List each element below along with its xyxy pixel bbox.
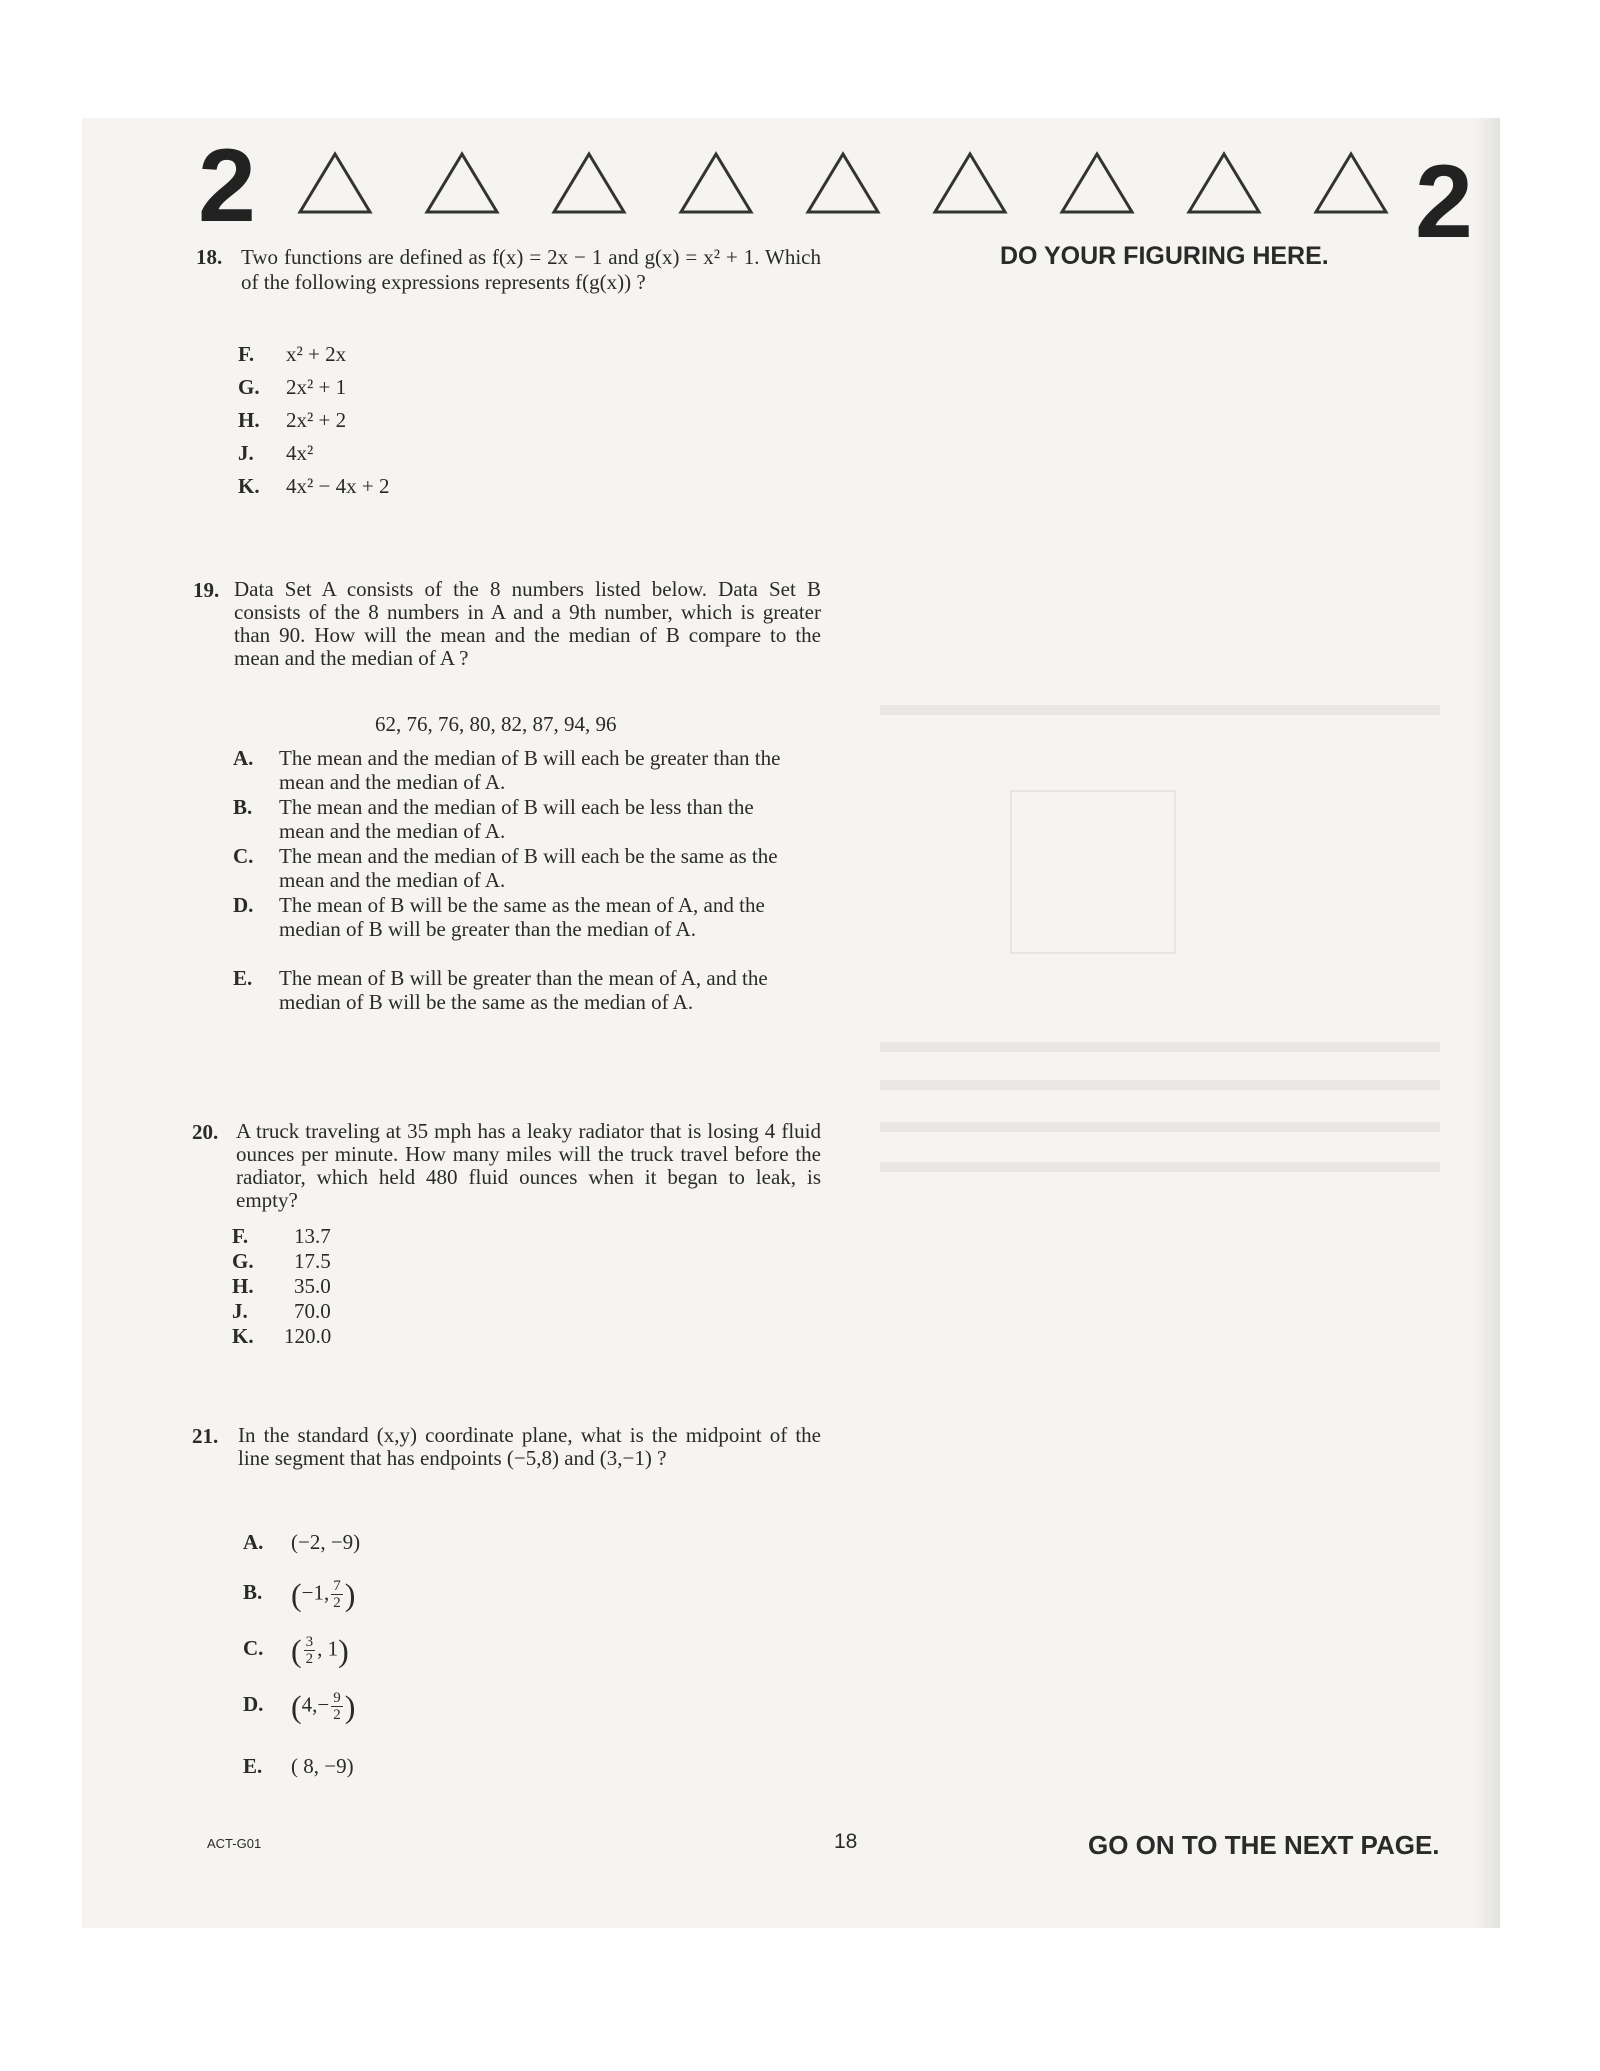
option-value: 4,−	[301, 1692, 330, 1717]
option-text: 4x²	[286, 441, 314, 465]
question-19-option-e[interactable]	[233, 966, 803, 1014]
option-text: x² + 2x	[286, 342, 347, 366]
fraction-numerator: 7	[333, 1578, 341, 1594]
right-paren: )	[344, 1576, 356, 1613]
option-letter: F.	[238, 342, 255, 366]
option-letter: D.	[243, 1692, 264, 1717]
next-page-label: GO ON TO THE NEXT PAGE.	[1088, 1830, 1440, 1860]
option-text: 13.7	[294, 1224, 331, 1248]
option-text: 2x² + 1	[286, 375, 347, 399]
option-text: The mean of B will be the same as the mean of A, and the median of B will be greater than the median of A.	[279, 893, 765, 941]
option-text: ( 8, −9)	[291, 1754, 354, 1778]
comma: ,	[317, 1636, 328, 1661]
triangle-icon	[1185, 150, 1263, 216]
option-letter: J.	[232, 1299, 248, 1323]
left-paren: (	[291, 1576, 302, 1613]
option-letter: E.	[233, 966, 253, 990]
option-text: The mean of B will be greater than the mean of A, and the median of B will be the same as the median of A.	[279, 966, 768, 1014]
bleed-through-line	[880, 705, 1440, 715]
question-20-option-g[interactable]	[232, 1249, 331, 1273]
question-19-option-d[interactable]	[233, 893, 803, 941]
triangle-icon	[423, 150, 501, 216]
question-21-option-b[interactable]	[243, 1578, 355, 1611]
option-value: −1,	[301, 1580, 330, 1605]
question-18-number: 18.	[196, 245, 223, 269]
question-19-stem: Data Set A consists of the 8 numbers listed below. Data Set B consists of the 8 numbers in A and a 9th number, which is greater than 90. How will the mean and the median of B compare to the mean and the median of A ?	[234, 577, 821, 670]
option-letter: A.	[243, 1530, 264, 1554]
option-letter: H.	[232, 1274, 254, 1298]
bleed-through-figure	[1010, 790, 1176, 954]
question-19-option-a[interactable]	[233, 746, 803, 794]
right-paren: )	[344, 1688, 356, 1725]
question-19-option-c[interactable]	[233, 844, 803, 892]
triangle-icon	[677, 150, 755, 216]
fraction-denominator: 2	[333, 1707, 341, 1723]
footer-code: ACT-G01	[207, 1836, 262, 1851]
option-text: 120.0	[284, 1324, 332, 1348]
section-number-left: 2	[198, 128, 256, 244]
triangle-icon	[1312, 150, 1390, 216]
option-letter: K.	[232, 1324, 254, 1348]
option-letter: F.	[232, 1224, 249, 1248]
triangle-icon	[931, 150, 1009, 216]
question-21-option-d[interactable]	[243, 1690, 355, 1723]
bleed-through-line	[880, 1122, 1440, 1132]
option-letter: E.	[243, 1754, 263, 1778]
fraction	[331, 1690, 343, 1723]
question-19-number: 19.	[193, 578, 220, 602]
page-number: 18	[834, 1830, 858, 1853]
question-19-data-list: 62, 76, 76, 80, 82, 87, 94, 96	[375, 712, 617, 736]
question-20-option-h[interactable]	[232, 1274, 331, 1298]
triangle-icon	[550, 150, 628, 216]
option-text: The mean and the median of B will each be the same as the mean and the median of A.	[279, 844, 778, 892]
option-letter: A.	[233, 746, 254, 770]
option-text: 35.0	[294, 1274, 331, 1298]
option-letter: B.	[243, 1580, 263, 1605]
option-text: The mean and the median of B will each be less than the mean and the median of A.	[279, 795, 754, 843]
option-letter: B.	[233, 795, 253, 819]
question-21-number: 21.	[192, 1424, 219, 1448]
option-text: 70.0	[294, 1299, 331, 1323]
triangle-icon	[296, 150, 374, 216]
question-21-option-c[interactable]	[243, 1634, 349, 1667]
fraction-numerator: 9	[333, 1690, 341, 1706]
question-21-stem: In the standard (x,y) coordinate plane, what is the midpoint of the line segment that has endpoints (−5,8) and (3,−1) ?	[238, 1423, 821, 1470]
fraction-numerator: 3	[305, 1634, 314, 1650]
question-20-option-f[interactable]	[232, 1224, 331, 1248]
option-text: 4x² − 4x + 2	[286, 474, 390, 498]
bleed-through-line	[880, 1162, 1440, 1172]
fraction-denominator: 2	[305, 1651, 314, 1667]
triangle-icon	[1058, 150, 1136, 216]
section-number-right: 2	[1415, 144, 1473, 260]
fraction	[304, 1634, 316, 1667]
question-18-option-k[interactable]	[238, 474, 389, 498]
bleed-through-line	[880, 1080, 1440, 1090]
option-letter: J.	[238, 441, 254, 465]
question-20-option-j[interactable]	[232, 1299, 331, 1323]
option-letter: G.	[232, 1249, 254, 1273]
question-20-option-k[interactable]	[232, 1324, 331, 1348]
right-paren: )	[338, 1632, 349, 1669]
option-letter: G.	[238, 375, 260, 399]
figuring-label: DO YOUR FIGURING HERE.	[1000, 242, 1329, 270]
question-20-stem: A truck traveling at 35 mph has a leaky radiator that is losing 4 fluid ounces per minute. How many miles will the truck travel before the radiator, which held 480 fluid ounces when it began to leak, is empty?	[236, 1119, 821, 1212]
question-21-option-a[interactable]	[243, 1530, 360, 1554]
question-18-option-g[interactable]	[238, 375, 346, 399]
option-text: (−2, −9)	[291, 1530, 361, 1554]
left-paren: (	[291, 1688, 302, 1725]
option-text: 17.5	[294, 1249, 331, 1273]
option-letter: C.	[243, 1636, 264, 1661]
option-text: The mean and the median of B will each be greater than the mean and the median of A.	[279, 746, 781, 794]
question-19-option-b[interactable]	[233, 795, 803, 843]
page-edge-shadow	[1474, 118, 1500, 1928]
fraction	[331, 1578, 343, 1611]
left-paren: (	[291, 1632, 302, 1669]
question-18-option-h[interactable]	[238, 408, 346, 432]
question-18-option-j[interactable]	[238, 441, 313, 465]
option-letter: K.	[238, 474, 260, 498]
bleed-through-line	[880, 1042, 1440, 1052]
fraction-denominator: 2	[333, 1595, 341, 1611]
question-21-option-e[interactable]	[243, 1754, 354, 1778]
question-18-option-f[interactable]	[238, 342, 346, 366]
question-20-number: 20.	[192, 1120, 219, 1144]
option-text: 2x² + 2	[286, 408, 347, 432]
option-letter: D.	[233, 893, 254, 917]
option-letter: H.	[238, 408, 260, 432]
option-letter: C.	[233, 844, 254, 868]
question-18-stem: Two functions are defined as f(x) = 2x − 1 and g(x) = x² + 1. Which of the following expressions represents f(g(x)) ?	[241, 245, 821, 294]
option-value: 1	[327, 1636, 339, 1661]
triangle-icon	[804, 150, 882, 216]
